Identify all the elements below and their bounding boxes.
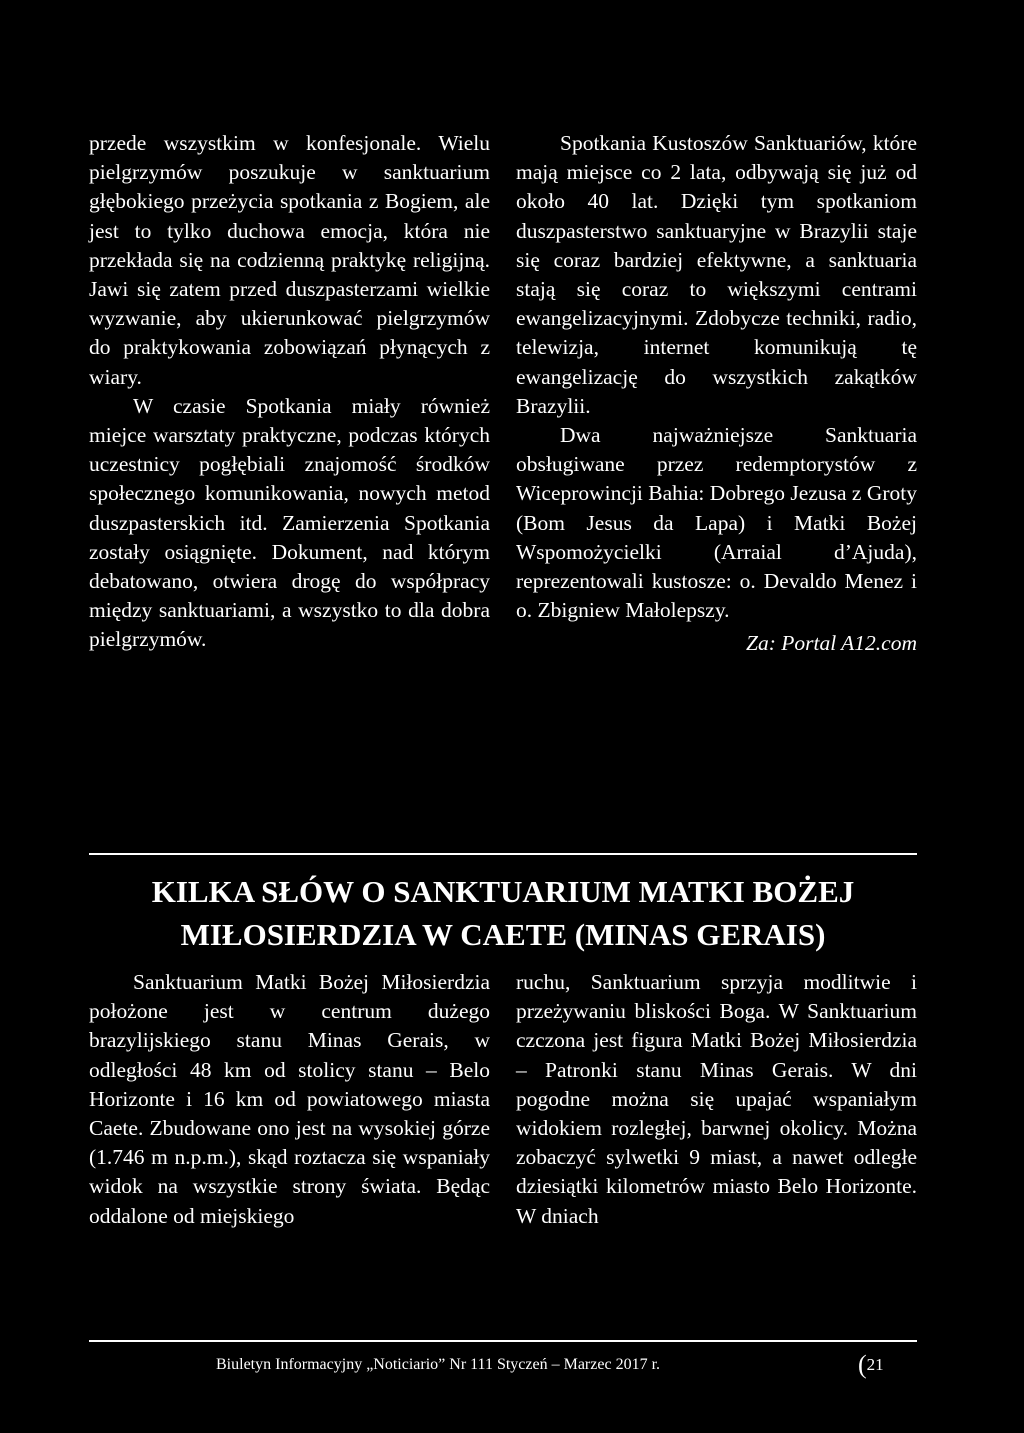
paragraph: W czasie Spotkania miały również miejce warsztaty praktyczne, podczas których uczestnicy pogłębiali znajomość środków społecznego komunikowania, nowych metod duszpasterskich itd. Zamierzenia Spotkania zostały osiągnięte. Dokument, nad którym debatowano, otwiera drogę do współpracy między sanktuariami, a wszystko to dla dobra pielgrzymów. bbox=[89, 393, 490, 652]
source-credit: Za: Portal A12.com bbox=[745, 631, 917, 656]
bottom-right-column bbox=[516, 968, 917, 1231]
page-brace: ( bbox=[858, 1350, 867, 1379]
page-number-value: 21 bbox=[866, 1355, 884, 1374]
page-number bbox=[858, 1350, 884, 1379]
section-divider bbox=[89, 853, 917, 855]
heading-line: KILKA SŁÓW O SANKTUARIUM MATKI BOŻEJ bbox=[151, 874, 855, 909]
paragraph: ruchu, Sanktuarium sprzyja modlitwie i przeżywaniu bliskości Boga. W Sanktuarium czczona jest figura Matki Bożej Miłosierdzia – Patronki stanu Minas Gerais. W dni pogodne można się upajać wspaniałym widokiem rozległej, barwnej okolicy. Można zobaczyć sylwetki 9 miast, a nawet odległe dziesiątki kilometrów miasto Belo Horizonte. W dniach bbox=[516, 970, 917, 1228]
bottom-left-column bbox=[89, 968, 490, 1231]
top-left-column bbox=[89, 129, 490, 655]
paragraph: przede wszystkim w konfesjonale. Wielu pielgrzymów poszukuje w sanktuarium głębokiego przeżycia spotkania z Bogiem, ale jest to tylko duchowa emocja, która nie przekłada się na codzienną praktykę religijną. Jawi się zatem przed duszpasterzami wielkie wyzwanie, aby ukierunkować pielgrzymów do praktykowania zobowiązań płynących z wiary. bbox=[89, 131, 490, 389]
top-right-column bbox=[516, 129, 917, 659]
footer-divider bbox=[89, 1340, 917, 1342]
article-heading bbox=[89, 870, 917, 956]
paragraph: Sanktuarium Matki Bożej Miłosierdzia położone jest w centrum dużego brazylijskiego stanu Minas Gerais, w odległości 48 km od stolicy stanu – Belo Horizonte i 16 km od powiatowego miasta Caete. Zbudowane ono jest na wysokiej górze (1.746 m n.p.m.), skąd roztacza się wspaniały widok na wszystkie strony świata. Będąc oddalone od miejskiego bbox=[89, 970, 490, 1228]
paragraph: Spotkania Kustoszów Sanktuariów, które mają miejsce co 2 lata, odbywają się już od około 40 lat. Dzięki tym spotkaniom duszpasterstwo sanktuaryjne w Brazylii staje się coraz bardziej efektywne, a sanktuaria stają się coraz to większymi centrami ewangelizacyjnymi. Zdobycze techniki, radio, telewizja, internet komunikują tę ewangelizację do wszystkich zakątków Brazylii. bbox=[516, 131, 917, 418]
publication-info: Biuletyn Informacyjny „Noticiario” Nr 111 Styczeń – Marzec 2017 r. bbox=[216, 1356, 661, 1373]
paragraph: Dwa najważniejsze Sanktuaria obsługiwane przez redemptorystów z Wiceprowincji Bahia: Dobrego Jezusa z Groty (Bom Jesus da Lapa) i Matki Bożej Wspomożycielki (Arraial d’Ajuda), reprezentowali kustosze: o. Devaldo Menez i o. Zbigniew Małolepszy. bbox=[516, 423, 917, 623]
heading-line: MIŁOSIERDZIA W CAETE (MINAS GERAIS) bbox=[180, 917, 826, 952]
